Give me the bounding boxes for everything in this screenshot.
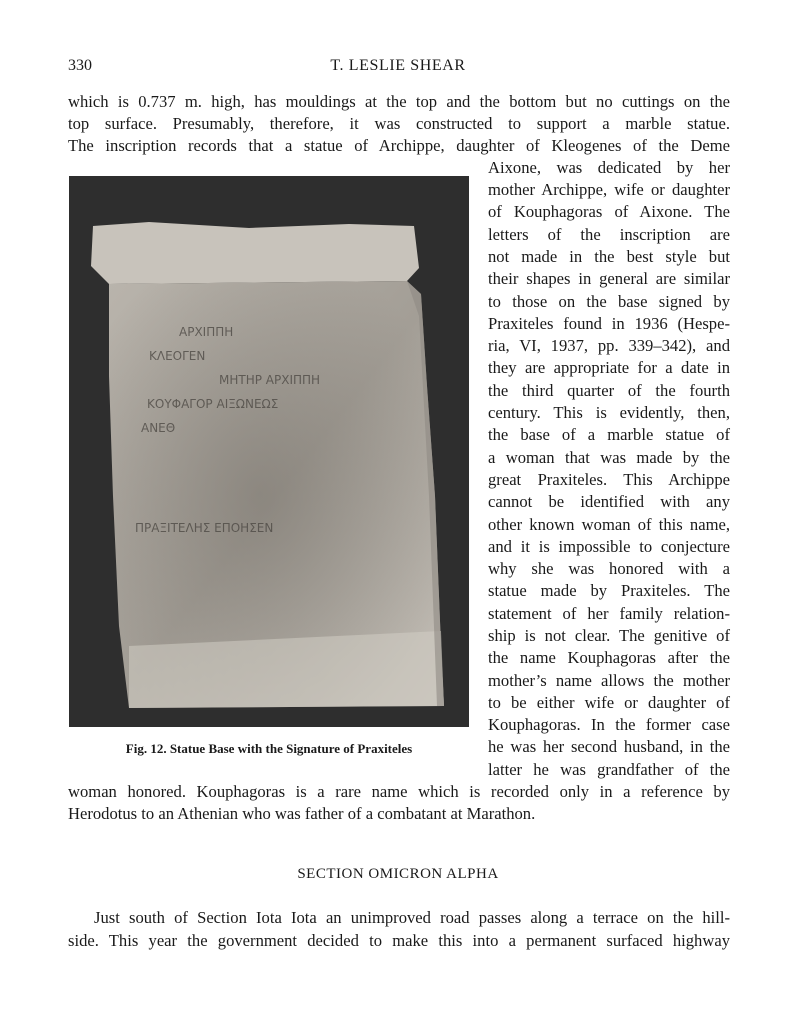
page-number: 330 <box>68 57 92 74</box>
text-line: their shapes in general are similar <box>488 269 730 288</box>
text-line: not made in the best style but <box>488 247 730 266</box>
text-line: to those on the base signed by <box>488 292 730 311</box>
text-line: cannot be identified with any <box>488 492 730 511</box>
text-line: of Kouphagoras of Aixone. The <box>488 202 730 221</box>
text-line: Herodotus to an Athenian who was father of a combatant at Marathon. <box>68 804 536 823</box>
inscription-line: ΚΟΥΦΑΓΟΡ ΑΙΞΩΝΕΩΣ <box>147 397 279 411</box>
text-line: The inscription records that a statue of Archippe, daughter of Kleogenes of the Deme <box>68 136 730 155</box>
running-head: T. LESLIE SHEAR <box>330 57 466 74</box>
inscription-line: ΠΡΑΞΙΤΕΛΗΣ ΕΠΟΗΣΕΝ <box>135 521 274 535</box>
text-line: mother’s name allows the mother <box>488 671 730 690</box>
text-line: great Praxiteles. This Archippe <box>488 470 730 489</box>
inscription-line: ΑΡΧΙΠΠΗ <box>179 325 234 339</box>
text-line: woman honored. Kouphagoras is a rare name which is recorded only in a reference by <box>68 782 730 801</box>
text-line: Kouphagoras. In the former case <box>488 715 730 734</box>
text-line: a woman that was made by the <box>488 448 730 467</box>
figure-caption: Fig. 12. Statue Base with the Signature of Praxiteles <box>125 741 413 756</box>
text-line: they are appropriate for a date in <box>488 358 730 377</box>
text-line: and it is impossible to conjecture <box>488 537 730 556</box>
text-line: ria, VI, 1937, pp. 339–342), and <box>488 336 730 355</box>
text-line: century. This is evidently, then, <box>488 403 730 422</box>
text-line: latter he was grandfather of the <box>488 760 730 779</box>
text-line: top surface. Presumably, therefore, it was constructed to support a marble statue. <box>68 114 730 133</box>
text-line: the third quarter of the fourth <box>488 381 730 400</box>
text-line: letters of the inscription are <box>488 225 730 244</box>
text-line: statement of her family relation- <box>488 604 730 623</box>
text-line: the base of a marble statue of <box>488 425 730 444</box>
text-line: why she was honored with a <box>488 559 730 578</box>
text-line: statue made by Praxiteles. The <box>488 581 730 600</box>
text-line: ship is not clear. The genitive of <box>488 626 730 645</box>
text-line: he was her second husband, in the <box>488 737 730 756</box>
inscription-line: ΚΛΕΟΓΕΝ <box>149 349 206 363</box>
text-line: Praxiteles found in 1936 (Hespe- <box>488 314 730 333</box>
text-line: which is 0.737 m. high, has mouldings at the top and the bottom but no cuttings on the <box>68 92 730 111</box>
text-line: Just south of Section Iota Iota an unimproved road passes along a terrace on the hill- <box>94 908 730 927</box>
text-line: the name Kouphagoras after the <box>488 648 730 667</box>
text-line: mother Archippe, wife or daughter <box>488 180 730 199</box>
section-heading: SECTION OMICRON ALPHA <box>297 866 499 882</box>
text-line: Aixone, was dedicated by her <box>488 158 730 177</box>
statue-base-photo <box>69 176 469 727</box>
inscription-line: ΑΝΕΘ <box>141 421 176 435</box>
text-line: side. This year the government decided to make this into a permanent surfaced highway <box>68 931 730 950</box>
inscription-line: ΜΗΤΗΡ ΑΡΧΙΠΠΗ <box>219 373 321 387</box>
text-line: other known woman of this name, <box>488 515 730 534</box>
text-line: to be either wife or daughter of <box>488 693 730 712</box>
